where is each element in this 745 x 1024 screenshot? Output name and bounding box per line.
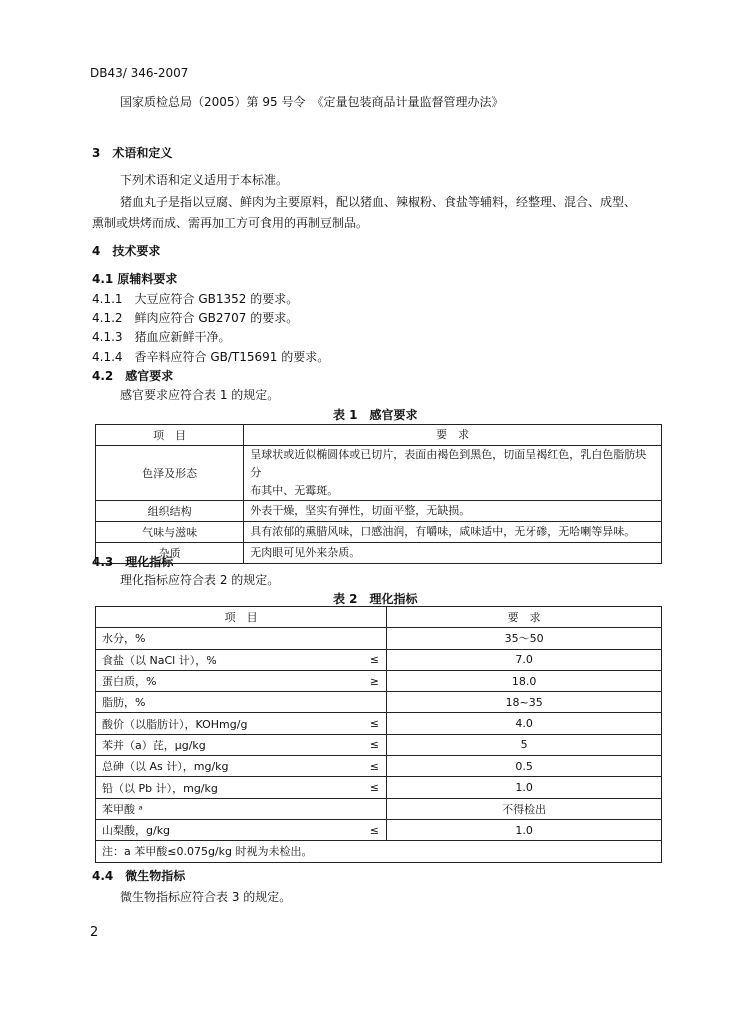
table-row (96, 543, 662, 564)
header-requirement: 要 求 (244, 425, 662, 446)
table-row (96, 522, 662, 543)
table-row (96, 798, 662, 819)
table-row (96, 501, 662, 522)
section-4-3-text: 理化指标应符合表 2 的规定。 (120, 573, 280, 587)
section-4-4-text: 微生物指标应符合表 3 的规定。 (120, 890, 292, 904)
table-row (96, 628, 662, 649)
table-row (96, 777, 662, 798)
row-item: 组织结构 (96, 501, 244, 522)
row-value: 35～50 (387, 628, 662, 649)
header-item: 项 目 (96, 425, 244, 446)
doc-code: DB43/ 346-2007 (90, 66, 189, 80)
section-3-intro: 下列术语和定义适用于本标准。 (120, 173, 289, 187)
row-value: 1.0 (387, 777, 662, 798)
table-note: 注：a 苯甲酸≤0.075g/kg 时视为未检出。 (96, 841, 662, 862)
row-sign (362, 798, 386, 819)
row-value: 不得检出 (387, 798, 662, 819)
row-sign: ≤ (362, 819, 386, 840)
row-sign (362, 628, 386, 649)
row-item: 铅（以 Pb 计），mg/kg (96, 777, 363, 798)
requirement-line-1: 呈球状或近似椭圆体或已切片，表面由褐色到黑色，切面呈褐红色，乳白色脂肪块分 (250, 448, 647, 479)
row-sign: ≤ (362, 649, 386, 670)
section-4-2-text: 感官要求应符合表 1 的规定。 (120, 388, 280, 402)
row-item: 杂质 (96, 543, 244, 564)
row-item: 酸价（以脂肪计），KOHmg/g (96, 713, 363, 734)
table-header-row (96, 607, 662, 628)
section-4-4-heading: 4.4 微生物指标 (92, 869, 186, 883)
row-sign: ≤ (362, 777, 386, 798)
row-value: 5 (387, 734, 662, 755)
table-note-row (96, 841, 662, 862)
table-row (96, 692, 662, 713)
clause-4-1-2: 4.1.2 鲜肉应符合 GB2707 的要求。 (92, 311, 299, 325)
row-value: 7.0 (387, 649, 662, 670)
section-4-1-heading: 4.1 原辅料要求 (92, 272, 178, 286)
row-item: 食盐（以 NaCl 计），% (96, 649, 363, 670)
table-row (96, 670, 662, 691)
clause-4-1-4: 4.1.4 香辛料应符合 GB/T15691 的要求。 (92, 350, 330, 364)
row-item: 山梨酸，g/kg (96, 819, 363, 840)
section-4-heading: 4 技术要求 (92, 244, 161, 258)
table-row (96, 713, 662, 734)
row-sign (362, 692, 386, 713)
row-item: 苯并（a）芘，μg/kg (96, 734, 363, 755)
row-value: 18~35 (387, 692, 662, 713)
table-2-caption: 表 2 理化指标 (333, 592, 418, 606)
clause-4-1-1: 4.1.1 大豆应符合 GB1352 的要求。 (92, 292, 299, 306)
sensory-table (95, 424, 662, 564)
row-item: 气味与滋味 (96, 522, 244, 543)
row-item: 脂肪，% (96, 692, 363, 713)
table-row (96, 649, 662, 670)
row-sign: ≤ (362, 713, 386, 734)
clause-4-1-3: 4.1.3 猪血应新鲜干净。 (92, 330, 231, 344)
table-row (96, 819, 662, 840)
row-item: 色泽及形态 (96, 446, 244, 501)
table-header-row (96, 425, 662, 446)
row-sign: ≤ (362, 756, 386, 777)
header-item: 项 目 (96, 607, 387, 628)
row-item: 水分，% (96, 628, 363, 649)
row-requirement (244, 446, 662, 501)
table-row (96, 446, 662, 501)
section-4-2-heading: 4.2 感官要求 (92, 369, 174, 383)
definition-line-1: 猪血丸子是指以豆腐、鲜肉为主要原料，配以猪血、辣椒粉、食盐等辅料，经整理、混合、成型、 (120, 195, 637, 209)
table-row (96, 756, 662, 777)
row-item: 蛋白质，% (96, 670, 363, 691)
row-sign: ≤ (362, 734, 386, 755)
row-value: 18.0 (387, 670, 662, 691)
table-row (96, 734, 662, 755)
table-1-caption: 表 1 感官要求 (333, 408, 418, 422)
requirement-line-2: 布其中、无霉斑。 (250, 484, 339, 497)
page-number: 2 (90, 925, 99, 940)
definition-line-2: 熏制或烘烤而成、需再加工方可食用的再制豆制品。 (92, 216, 369, 230)
physicochemical-table (95, 606, 662, 863)
section-4-3-heading: 4.3 理化指标 (92, 555, 174, 569)
reference-line: 国家质检总局（2005）第 95 号令 《定量包装商品计量监督管理办法》 (120, 95, 504, 109)
row-value: 4.0 (387, 713, 662, 734)
row-sign: ≥ (362, 670, 386, 691)
row-requirement: 具有浓郁的熏腊风味，口感油润，有嚼味，咸味适中，无牙碜，无哈喇等异味。 (244, 522, 662, 543)
row-value: 1.0 (387, 819, 662, 840)
row-requirement: 外表干燥，坚实有弹性，切面平整，无缺损。 (244, 501, 662, 522)
section-3-heading: 3 术语和定义 (92, 146, 173, 160)
header-requirement: 要 求 (387, 607, 662, 628)
row-item: 苯甲酸 ᵃ (96, 798, 363, 819)
row-value: 0.5 (387, 756, 662, 777)
row-item: 总砷（以 As 计），mg/kg (96, 756, 363, 777)
row-requirement: 无肉眼可见外来杂质。 (244, 543, 662, 564)
